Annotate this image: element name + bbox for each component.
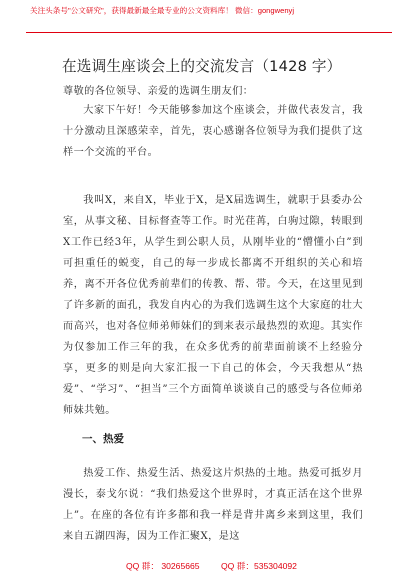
paragraph-greeting: 大家下午好！今天能够参加这个座谈会，并做代表发言，我十分激动且深感荣幸，首先，衷心感谢各位领导为我们提供了这样一个交流的平台。 (63, 105, 363, 158)
promo-banner-text: 关注头条号"公文研究"，获得最新最全最专业的公文资料库！ 微信：gongwenyj (30, 6, 295, 15)
paragraph-love: 热爱工作、热爱生活、热爱这片炽热的土地。热爱可抵岁月漫长，泰戈尔说：“我们热爱这个世界时，才真正活在这个世界上”。在座的各位有许多都和我一样是背井离乡来到这里，我们来自五湖四海，因为工作汇聚X，是这 (63, 468, 363, 542)
footer-qq-group-2: QQ 群：535304092 (221, 561, 297, 571)
promo-banner (30, 6, 380, 16)
salutation: 尊敬的各位领导、亲爱的选调生朋友们： (63, 86, 254, 97)
footer-qq-group-1: QQ 群： 30265665 (126, 561, 200, 571)
banner-divider (26, 32, 392, 33)
section-heading-love: 一、热爱 (82, 433, 124, 445)
paragraph-introduction: 我叫X，来自X，毕业于X，是X届选调生，就职于县委办公室，从事文秘、目标督查等工作。时光荏苒，白驹过隙，转眼到X工作已经3年，从学生到公职人员，从刚毕业的“懵懂小白”到可担重任的蜕变，自己的每一步成长都离不开组织的关心和培养，离不开各位优秀前辈们的传教、帮、带。今天，在这里见到了许多新的面孔，我发自内心的为我们选调生这个大家庭的壮大而高兴，也对各位师弟师妹们的到来表示最热烈的欢迎。其实作为仅参加工作三年的我，在众多优秀的前辈面前谈不上经验分享，更多的则是向大家汇报一下自己的体会，今天我想从“热爱”、“学习”、“担当”三个方面简单谈谈自己的感受与各位师弟师妹共勉。 (63, 195, 363, 416)
document-title: 在选调生座谈会上的交流发言（1428 字） (62, 58, 342, 75)
